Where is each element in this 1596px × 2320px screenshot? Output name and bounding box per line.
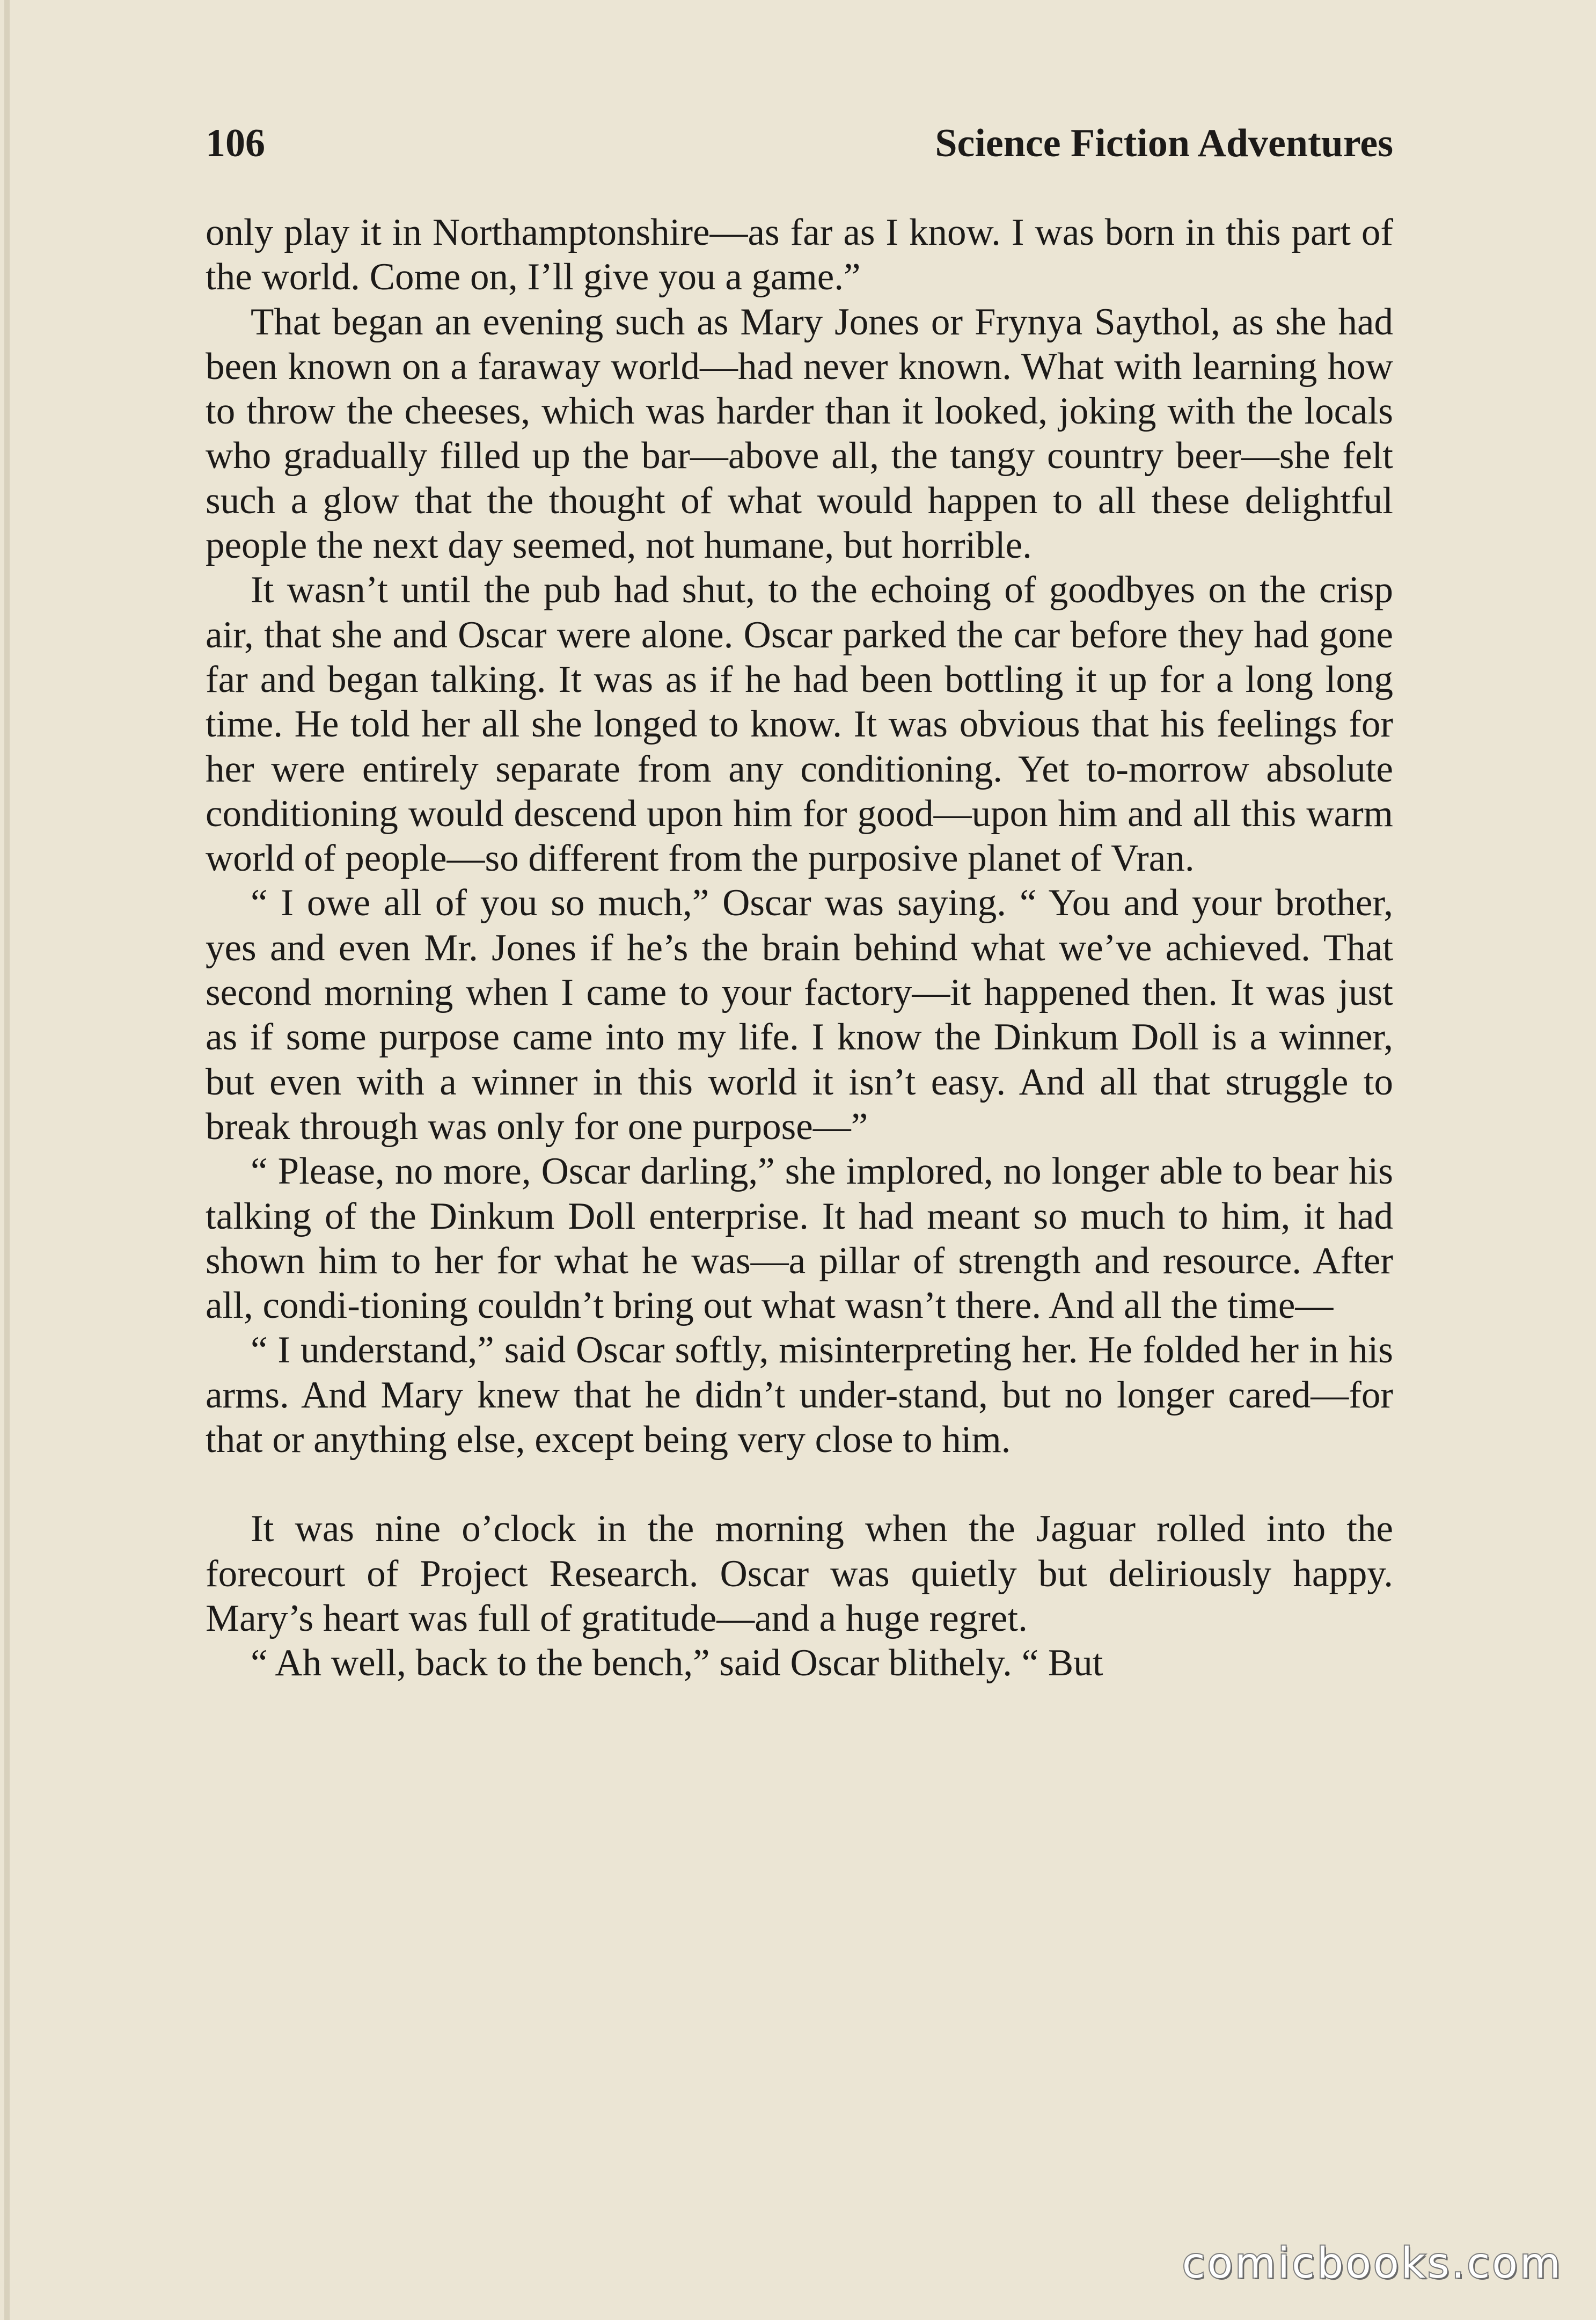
paragraph: That began an evening such as Mary Jones or Frynya Saythol, as she had been known on a faraway world—had never known. What with learning how to throw the cheeses, which was harder than it looked, joking with the locals who gradually filled up the bar—above all, the tangy country beer—she felt such a glow that the thought of what would happen to all these delightful people the next day seemed, not humane, but horrible. (206, 301, 1393, 567)
body-text (206, 210, 1393, 1686)
paragraph: “ I owe all of you so much,” Oscar was saying. “ You and your brother, yes and even Mr. Jones if he’s the brain behind what we’ve achieved. That second morning when I came to your factory—it happened then. It was just as if some purpose came into my life. I know the Dinkum Doll is a winner, but even with a winner in this world it isn’t easy. And all that struggle to break through was only for one purpose—” (206, 882, 1393, 1148)
page-number: 106 (206, 121, 265, 165)
running-title: Science Fiction Adventures (935, 121, 1393, 165)
paragraph: It wasn’t until the pub had shut, to the echoing of goodbyes on the crisp air, that she and Oscar were alone. Oscar parked the car before they had gone far and began talking. It was as if he had been bottling it up for a long long time. He told her all she longed to know. It was obvious that his feelings for her were entirely separate from any conditioning. Yet to-morrow absolute conditioning would descend upon him for good—upon him and all this warm world of people—so different from the purposive planet of Vran. (206, 569, 1393, 880)
running-header (206, 115, 1393, 174)
paragraph: only play it in Northamptonshire—as far as I know. I was born in this part of the world. Come on, I’ll give you a game.” (206, 211, 1393, 298)
paragraph: “ Ah well, back to the bench,” said Oscar blithely. “ But (251, 1642, 1103, 1684)
paragraph: “ I understand,” said Oscar softly, misinterpreting her. He folded her in his arms. And Mary knew that he didn’t under-stand, but no longer cared—for that or anything else, except being very close to him. (206, 1329, 1393, 1461)
paragraph: It was nine o’clock in the morning when the Jaguar rolled into the forecourt of Project Research. Oscar was quietly but deliriously happy. Mary’s heart was full of gratitude—and a huge regret. (206, 1508, 1393, 1639)
paragraph: “ Please, no more, Oscar darling,” she implored, no longer able to bear his talking of the Dinkum Doll enterprise. It had meant so much to him, it had shown him to her for what he was—a pillar of strength and resource. After all, condi-tioning couldn’t bring out what wasn’t there. And all the time— (206, 1150, 1393, 1327)
watermark: comicbooks.com (1182, 2239, 1563, 2288)
page-edge (4, 0, 10, 2320)
